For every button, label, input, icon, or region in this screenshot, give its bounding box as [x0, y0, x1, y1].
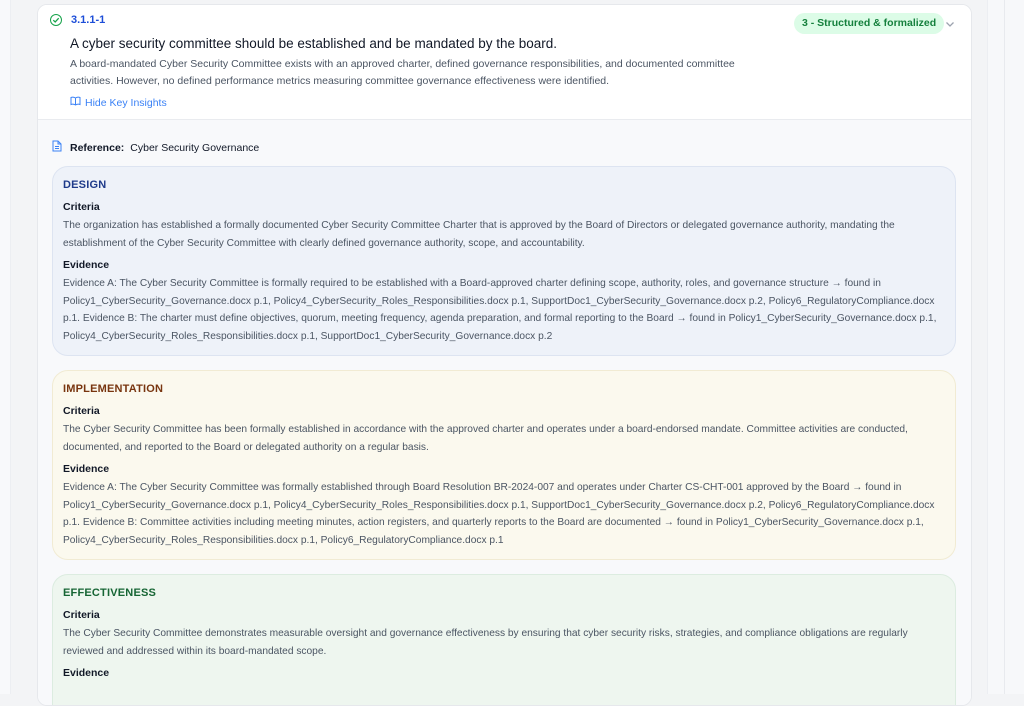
design-section: [52, 166, 956, 356]
hide-key-insights-link[interactable]: [70, 96, 167, 109]
book-open-icon: [70, 96, 81, 109]
control-card: [37, 4, 972, 706]
design-criteria-label: Criteria: [63, 201, 100, 213]
maturity-badge: 3 - Structured & formalized: [794, 13, 944, 34]
check-circle-icon: [50, 14, 62, 26]
effectiveness-title: EFFECTIVENESS: [63, 587, 157, 599]
reference-row: [52, 140, 259, 155]
implementation-evidence-label: Evidence: [63, 463, 110, 475]
reference-value: Cyber Security Governance: [130, 141, 260, 154]
implementation-title: IMPLEMENTATION: [63, 383, 164, 395]
design-criteria-text: The organization has established a formally documented Cyber Security Committee Charter that is approved by the Board of Directors or delegated governance authority, mandating the establishment of the Cyber Security Committee with clearly defined governance authority, scope, and accountability.: [63, 220, 895, 249]
effectiveness-criteria-label: Criteria: [63, 609, 100, 621]
control-details: [38, 120, 971, 706]
design-title: DESIGN: [63, 179, 107, 191]
implementation-criteria-text: The Cyber Security Committee has been formally established in accordance with the approved charter and operates under a board-endorsed mandate. Committee activities are conducted, documented, and reported to the Board or delegated authority on a regular basis.: [63, 424, 908, 453]
implementation-section: [52, 370, 956, 560]
chevron-down-icon[interactable]: [944, 17, 956, 35]
reference-label: Reference:: [70, 141, 125, 154]
control-title: A cyber security committee should be established and be mandated by the board.: [70, 36, 558, 51]
design-evidence-text: Evidence A: The Cyber Security Committee is formally required to be established with a Board-approved charter defining scope, authority, roles, and governance structure → found in Policy1_CyberSecurity_Governance.docx p.1, Policy4_CyberSecurity_Roles_Responsibilities.docx p.1, SupportDoc1_CyberSecurity_Governance.docx p.2, Policy6_RegulatoryCompliance.docx p.1. Evidence B: The charter must define objectives, quorum, meeting frequency, agenda preparation, and formal reporting to the Board → found in Policy1_CyberSecurity_Governance.docx p.1, Policy4_CyberSecurity_Roles_Responsibilities.docx p.1, SupportDoc1_CyberSecurity_Governance.docx p.2: [63, 278, 937, 342]
design-evidence-label: Evidence: [63, 259, 110, 271]
right-scroll-rail: [987, 0, 1024, 694]
effectiveness-section: [52, 574, 956, 706]
left-rail: [0, 0, 11, 694]
effectiveness-evidence-label: Evidence: [63, 667, 110, 679]
control-header[interactable]: [38, 5, 971, 120]
document-icon: [52, 140, 62, 155]
implementation-evidence-text: Evidence A: The Cyber Security Committee was formally established through Board Resolution BR-2024-007 and operates under Charter CS-CHT-001 approved by the Board → found in Policy1_CyberSecurity_Governance.docx p.1, Policy4_CyberSecurity_Roles_Responsibilities.docx p.1, SupportDoc1_CyberSecurity_Governance.docx p.2, Policy6_RegulatoryCompliance.docx p.1. Evidence B: Committee activities including meeting minutes, action registers, and quarterly reports to the Board are documented → found in Policy1_CyberSecurity_Governance.docx p.1, Policy4_CyberSecurity_Roles_Responsibilities.docx p.1, Policy6_RegulatoryCompliance.docx p.1: [63, 482, 935, 546]
control-id: 3.1.1-1: [71, 14, 106, 26]
effectiveness-criteria-text: The Cyber Security Committee demonstrates measurable oversight and governance effectiveness by ensuring that cyber security risks, strategies, and compliance obligations are regularly reviewed and addressed within its board-mandated scope.: [63, 628, 908, 657]
hide-key-insights-label: Hide Key Insights: [85, 96, 167, 109]
control-summary: A board-mandated Cyber Security Committee exists with an approved charter, defined governance responsibilities, and documented committee activities. However, no defined performance metrics measuring committee governance effectiveness were identified.: [70, 58, 735, 87]
implementation-criteria-label: Criteria: [63, 405, 100, 417]
